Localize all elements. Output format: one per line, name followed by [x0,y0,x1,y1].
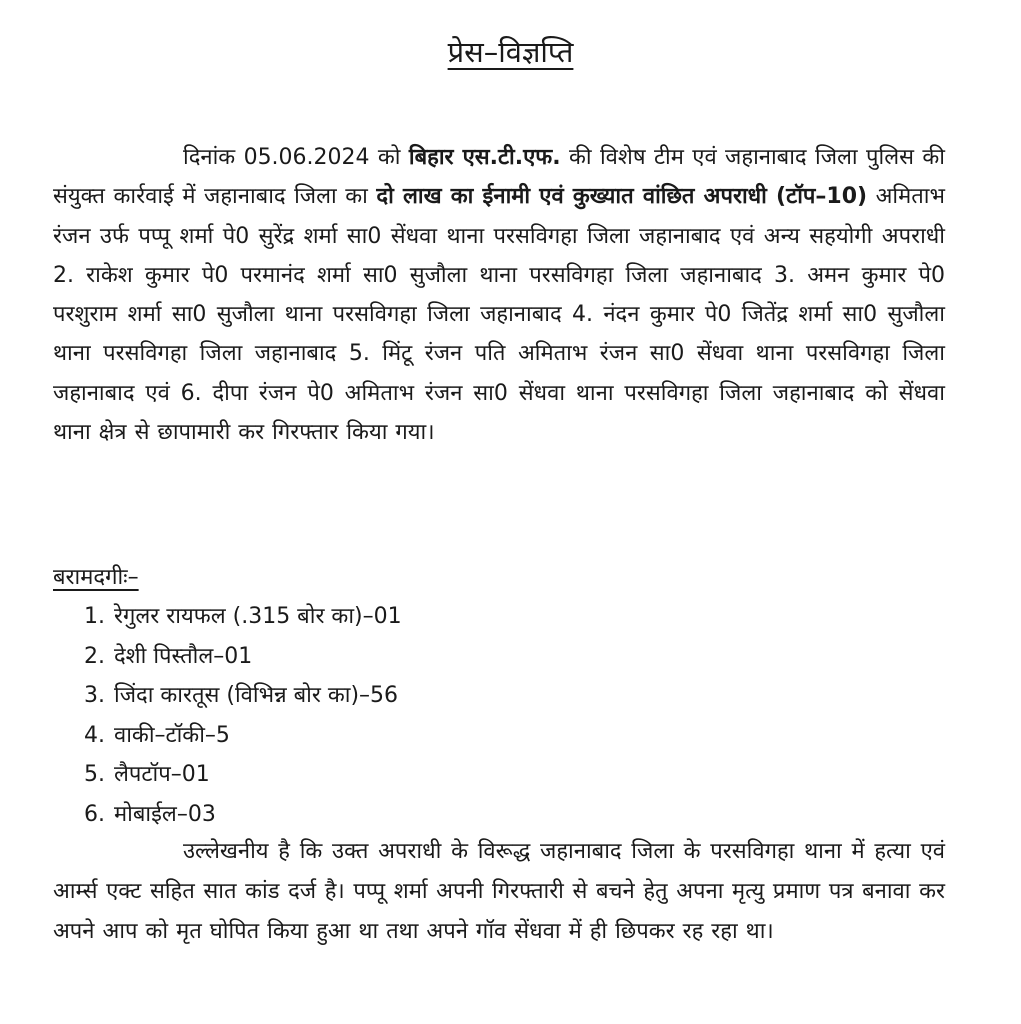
list-item [84,676,402,716]
list-item-number: 5. [84,762,105,787]
list-item-text: रेगुलर रायफल (.315 बोर का)–01 [114,604,402,629]
list-item-number: 1. [84,604,105,629]
list-item-text: लैपटॉप–01 [114,762,210,787]
wanted-criminal-label: दो लाख का ईनामी एवं कुख्यात वांछित अपराधी (टॉप–10) [376,184,868,210]
list-item-number: 6. [84,801,105,827]
list-item-number: 2. [84,643,105,669]
list-item-text: मोबाईल–03 [114,801,216,827]
document-title-text: प्रेस–विज्ञप्ति [447,35,574,69]
list-item-number: 4. [84,722,105,748]
list-item-text: वाकी–टॉकी–5 [114,722,230,748]
list-item [84,755,402,795]
list-item [84,597,402,637]
arrest-paragraph-intro: दिनांक 05.06.2024 को [183,145,409,170]
notable-paragraph: उल्लेखनीय है कि उक्त अपराधी के विरूद्ध जहानाबाद जिला के परसविगहा थाना में हत्या एवं आर्म्स एक्ट सहित सात कांड दर्ज है। पप्पू शर्मा अपनी गिरफ्तारी से बचने हेतु अपना मृत्यु प्रमाण पत्र बनावा कर अपने आप को मृत घोपित किया हुआ था तथा अपने गॉव सेंधवा में ही छिपकर रह रहा था। [53,839,945,944]
arrest-paragraph-middle: की विशेष टीम एवं जहानाबाद जिला पुलिस की संयुक्त कार्रवाई में जहानाबाद जिला का [53,145,945,210]
list-item [84,637,402,677]
list-item-number: 3. [84,683,105,708]
recovery-heading: बरामदगीः– [53,565,139,590]
list-item [84,795,402,835]
document-title [0,30,1021,74]
list-item-text: जिंदा कारतूस (विभिन्न बोर का)–56 [114,683,399,708]
recovery-list [84,597,402,834]
arrest-paragraph [53,138,945,452]
list-item [84,716,402,756]
list-item-text: देशी पिस्तौल–01 [114,643,253,669]
stf-name: बिहार एस.टी.एफ. [408,145,561,170]
arrest-paragraph-details: अमिताभ रंजन उर्फ पप्पू शर्मा पे0 सुरेंद्र शर्मा सा0 सेंधवा थाना परसविगहा जिला जहानाबाद एवं अन्य सहयोगी अपराधी 2. राकेश कुमार पे0 परमानंद शर्मा सा0 सुजौला थाना परसविगहा जिला जहानाबाद 3. अमन कुमार पे0 परशुराम शर्मा सा0 सुजौला थाना परसविगहा जिला जहानाबाद 4. नंदन कुमार पे0 जितेंद्र शर्मा सा0 सुजौला थाना परसविगहा जिला जहानाबाद 5. मिंटू रंजन पति अमिताभ रंजन सा0 सेंधवा थाना परसविगहा जिला जहानाबाद एवं 6. दीपा रंजन पे0 अमिताभ रंजन सा0 सेंधवा थाना परसविगहा जिला जहानाबाद को सेंधवा थाना क्षेत्र से छापामारी कर गिरफ्तार किया गया। [53,184,945,446]
